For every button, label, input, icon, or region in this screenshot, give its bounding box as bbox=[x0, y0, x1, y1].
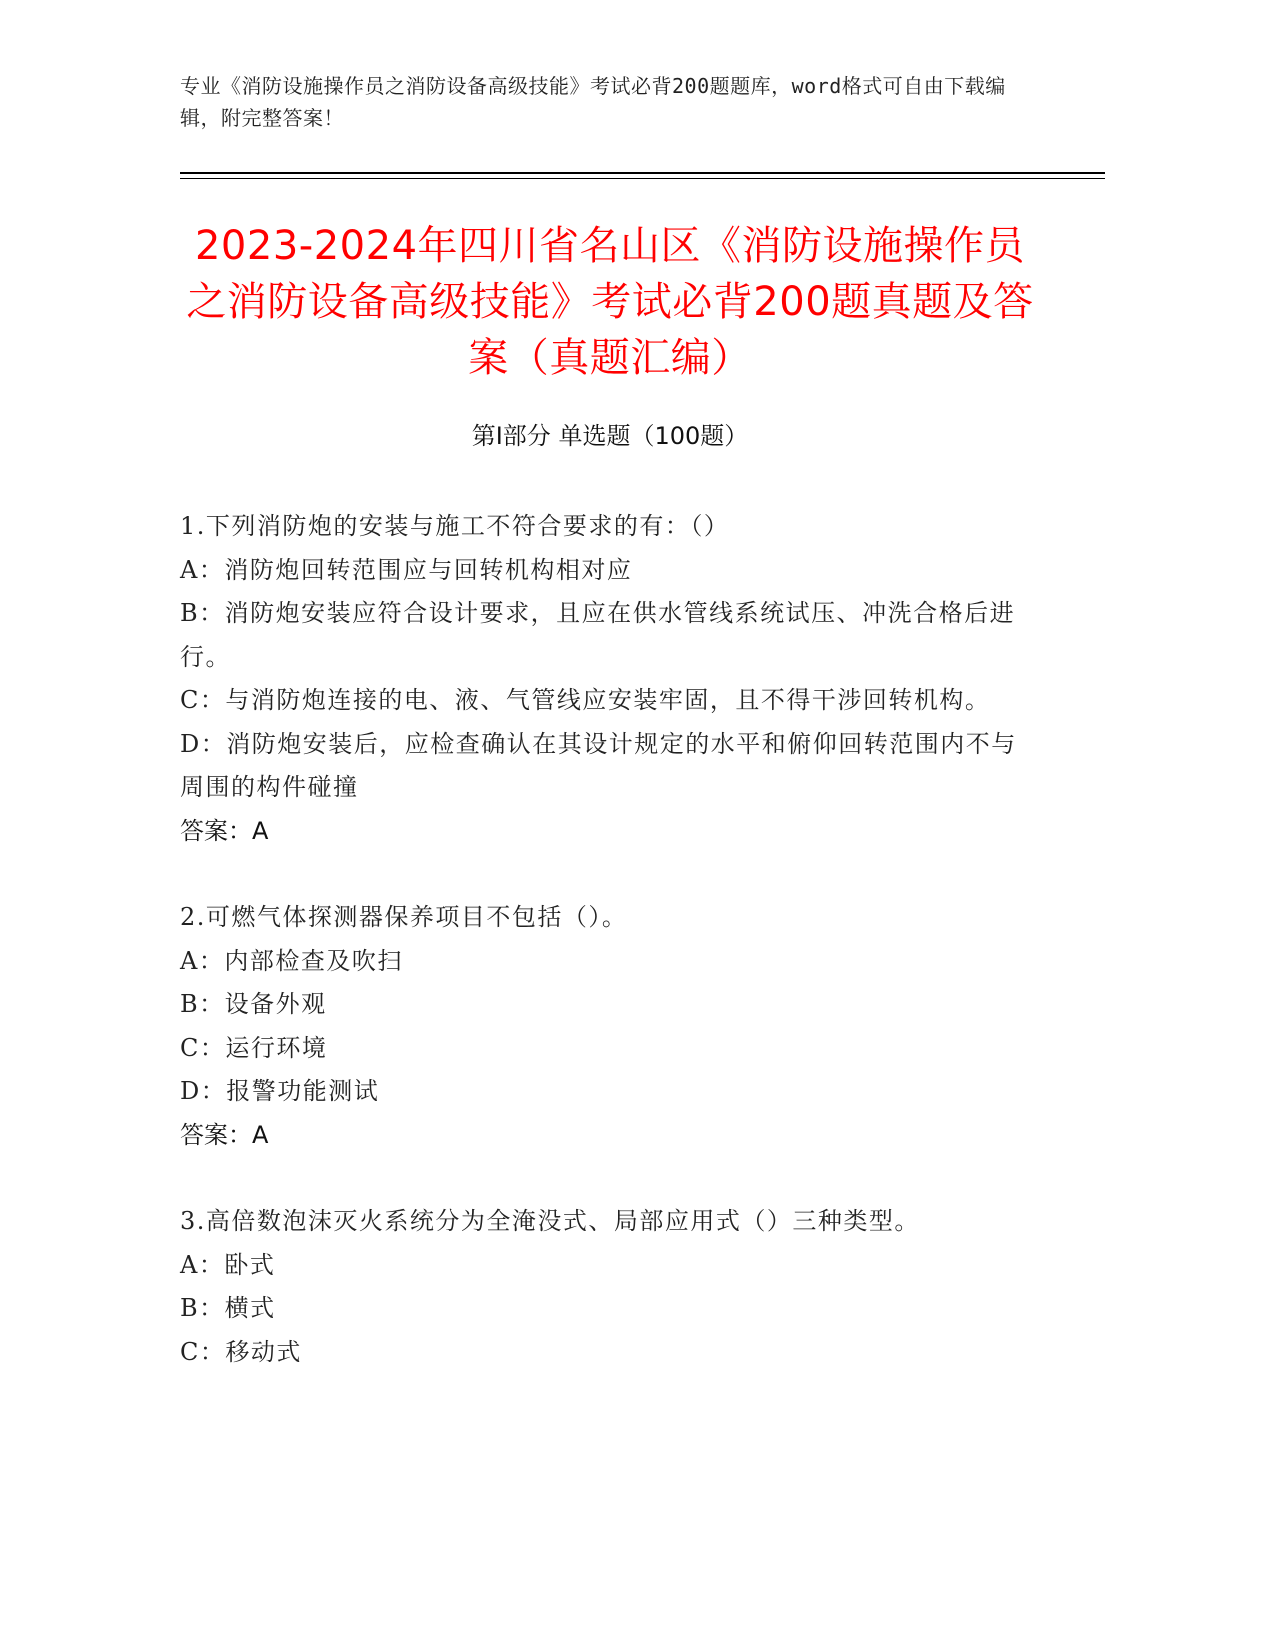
question-item bbox=[180, 505, 1040, 853]
question-option: D：消防炮安装后，应检查确认在其设计规定的水平和俯仰回转范围内不与周围的构件碰撞 bbox=[180, 729, 1017, 801]
header-divider-thick bbox=[180, 172, 1105, 174]
question-option: A：消防炮回转范围应与回转机构相对应 bbox=[180, 555, 633, 584]
question-option: B：设备外观 bbox=[180, 990, 327, 1018]
question-stem: 1.下列消防炮的安装与施工不符合要求的有：（） bbox=[180, 512, 730, 540]
question-option: A：卧式 bbox=[180, 1250, 276, 1279]
question-answer: 答案：A bbox=[180, 1120, 269, 1149]
question-option: B：消防炮安装应符合设计要求，且应在供水管线系统试压、冲洗合格后进行。 bbox=[180, 599, 1016, 671]
question-option: C：移动式 bbox=[180, 1337, 302, 1366]
question-option: C：运行环境 bbox=[180, 1033, 328, 1062]
section-title: 第Ⅰ部分 单选题（100题） bbox=[471, 422, 749, 450]
question-item bbox=[180, 896, 1040, 1157]
question-option: A：内部检查及吹扫 bbox=[180, 946, 403, 975]
question-option: D：报警功能测试 bbox=[180, 1077, 380, 1105]
question-answer: 答案：A bbox=[180, 816, 269, 845]
question-option: C：与消防炮连接的电、液、气管线应安装牢固，且不得干涉回转机构。 bbox=[180, 686, 991, 714]
document-title: 2023-2024年四川省名山区《消防设施操作员之消防设备高级技能》考试必背200题真题及答案（真题汇编） bbox=[186, 223, 1034, 381]
question-stem: 2.可燃气体探测器保养项目不包括（）。 bbox=[180, 903, 628, 931]
header-note: 专业《消防设施操作员之消防设备高级技能》考试必背200题题库，word格式可自由下载编辑，附完整答案！ bbox=[180, 74, 1006, 130]
question-option: B：横式 bbox=[180, 1294, 276, 1322]
header-divider-thin bbox=[180, 178, 1105, 179]
question-list bbox=[180, 505, 1040, 1417]
question-stem: 3.高倍数泡沫灭火系统分为全淹没式、局部应用式（）三种类型。 bbox=[180, 1207, 920, 1235]
question-item bbox=[180, 1200, 1040, 1374]
